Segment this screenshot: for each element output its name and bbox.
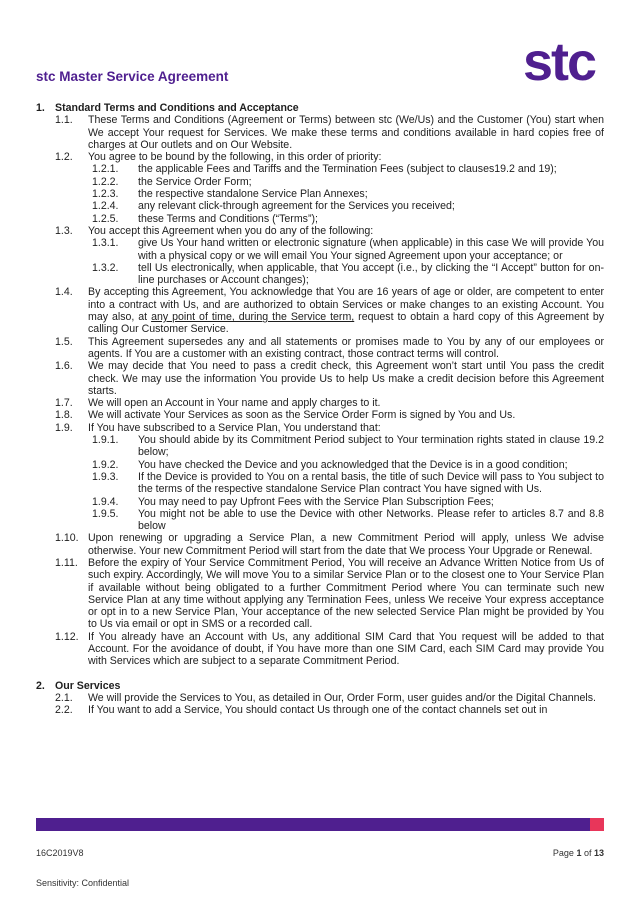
sub-clause-text: tell Us electronically, when applicable, that You accept (i.e., by clicking the “I Accept” button for on-line purchases or Account changes); bbox=[138, 261, 604, 287]
clause bbox=[36, 151, 604, 163]
sub-clause-number: 1.3.2. bbox=[92, 261, 119, 274]
sub-clause-text: You may need to pay Upfront Fees with the Service Plan Subscription Fees; bbox=[138, 495, 494, 508]
sub-clause-number: 1.9.2. bbox=[92, 458, 119, 471]
clause-text-part: request to obtain a hard copy of this Agreement by calling Our Customer Service. bbox=[88, 311, 605, 336]
sub-clause bbox=[36, 459, 604, 471]
clause-number: 1.10. bbox=[55, 532, 79, 545]
clause bbox=[36, 286, 604, 335]
section-title: Our Services bbox=[55, 679, 121, 692]
clause bbox=[36, 704, 604, 716]
sub-clause bbox=[36, 471, 604, 496]
page-current: 1 bbox=[576, 848, 582, 858]
sub-clause-text: the respective standalone Service Plan Annexes; bbox=[138, 188, 368, 201]
sub-clause bbox=[36, 188, 604, 200]
clause bbox=[36, 557, 604, 631]
sub-clause-text: give Us Your hand written or electronic signature (when applicable) in this case We will provide You with a physical copy or we will email You Your signed Agreement upon your acceptance; or bbox=[138, 237, 604, 262]
sub-clause bbox=[36, 176, 604, 188]
clause-text bbox=[88, 286, 604, 335]
sub-clause-text: any relevant click-through agreement for the Services you received; bbox=[138, 200, 455, 213]
clause-number: 1.9. bbox=[55, 421, 73, 434]
sub-clause-text: If the Device is provided to You on a rental basis, the title of such Device will pass to You subject to the terms of the respective standalone Service Plan contract You have signed with Us. bbox=[138, 470, 604, 496]
section-number: 1. bbox=[36, 102, 45, 114]
sub-clause-number: 1.3.1. bbox=[92, 237, 119, 250]
sub-clause-number: 1.2.4. bbox=[92, 200, 119, 213]
sub-clause-text: the applicable Fees and Tariffs and the Termination Fees (subject to clauses19.2 and 19); bbox=[138, 163, 557, 176]
sub-clause-text: You have checked the Device and you acknowledged that the Device is in a good condition; bbox=[138, 458, 568, 471]
page-prefix: Page bbox=[552, 848, 577, 858]
clause bbox=[36, 409, 604, 421]
clause-text: You accept this Agreement when you do any of the following: bbox=[88, 224, 374, 237]
clause-number: 1.5. bbox=[55, 335, 73, 348]
sub-clause bbox=[36, 163, 604, 175]
clause-text: We may decide that You need to pass a credit check, this Agreement won’t start until You pass the credit check. We may use the information You provide Us to help Us make a credit decision before this Agreement starts. bbox=[88, 360, 604, 397]
sub-clause-number: 1.9.1. bbox=[92, 434, 119, 447]
sub-clause bbox=[36, 262, 604, 287]
underlined-text: any point of time, during the Service term, bbox=[151, 311, 355, 324]
stc-logo-text: stc bbox=[522, 36, 596, 84]
clause-number: 1.11. bbox=[55, 556, 78, 569]
clause-number: 1.2. bbox=[55, 151, 73, 164]
sensitivity-label: Sensitivity: Confidential bbox=[36, 878, 130, 888]
clause-text: If You already have an Account with Us, any additional SIM Card that You request will be added to that Account. For the avoidance of doubt, if You have more than one SIM Card, each SIM Card may provide You with Services which are subject to a separate Commitment Period. bbox=[88, 630, 604, 668]
section-title: Standard Terms and Conditions and Acceptance bbox=[55, 102, 299, 114]
sub-clause bbox=[36, 213, 604, 225]
clause-number: 1.12. bbox=[55, 630, 79, 643]
page-number bbox=[553, 848, 604, 858]
clause bbox=[36, 532, 604, 557]
clause-number: 2.2. bbox=[55, 704, 73, 717]
clause-text: If You want to add a Service, You should contact Us through one of the contact channels set out in bbox=[88, 704, 548, 717]
sub-clause-number: 1.2.5. bbox=[92, 212, 119, 225]
sub-clause bbox=[36, 237, 604, 262]
clause-text: We will provide the Services to You, as detailed in Our, Order Form, user guides and/or the Digital Channels. bbox=[88, 691, 596, 704]
section-spacer bbox=[36, 668, 604, 680]
clause-number: 1.8. bbox=[55, 409, 73, 422]
sub-clause-number: 1.9.3. bbox=[92, 470, 119, 483]
sub-clause bbox=[36, 508, 604, 533]
page-of: of bbox=[581, 848, 594, 858]
clause-number: 1.4. bbox=[55, 286, 73, 299]
clause bbox=[36, 422, 604, 434]
sub-clause-text: You might not be able to use the Device with other Networks. Please refer to articles 8.7 and 8.8 below bbox=[138, 507, 604, 533]
sub-clause-text: these Terms and Conditions (“Terms”); bbox=[138, 212, 318, 225]
sub-clause-number: 1.2.2. bbox=[92, 175, 119, 188]
sub-clause-number: 1.9.5. bbox=[92, 507, 119, 520]
clause-text: You agree to be bound by the following, in this order of priority: bbox=[88, 151, 382, 164]
clause-number: 2.1. bbox=[55, 691, 73, 704]
clause-text: If You have subscribed to a Service Plan, You understand that: bbox=[88, 421, 381, 434]
clause bbox=[36, 631, 604, 668]
clause-text: Before the expiry of Your Service Commitment Period, You will receive an Advance Written Notice from Us of such expiry. Accordingly, We will move You to a similar Service Plan or to the closest one to Your Service Plan if available without being obligated to a further Commitment Period where You can terminate such new Service Plan at any time without applying any Termination Fees, unless We receive Your express acceptance or opt in to a new Service Plan, Your acceptance of the new selected Service Plan might be provided by You to Us via email or opt in SMS or a recorded call. bbox=[88, 556, 604, 631]
clause bbox=[36, 360, 604, 397]
clause-text: We will open an Account in Your name and apply charges to it. bbox=[88, 397, 381, 410]
section-heading bbox=[36, 680, 604, 692]
clause bbox=[36, 225, 604, 237]
clause bbox=[36, 336, 604, 361]
footer-bar-accent bbox=[590, 818, 604, 831]
sub-clause-number: 1.2.1. bbox=[92, 163, 119, 176]
sub-clause-number: 1.9.4. bbox=[92, 495, 119, 508]
sub-clause-text: You should abide by its Commitment Period subject to Your termination rights stated in clause 19.2 below; bbox=[138, 434, 604, 459]
sub-clause bbox=[36, 434, 604, 459]
clause-number: 1.3. bbox=[55, 224, 73, 237]
page-total: 13 bbox=[593, 848, 604, 858]
clause-text: Upon renewing or upgrading a Service Plan, a new Commitment Period will apply, unless We advise otherwise. Your new Commitment Period will start from the date that We process Your Upgrade or Renewal. bbox=[88, 532, 604, 557]
clause bbox=[36, 114, 604, 151]
agreement-body bbox=[36, 102, 604, 717]
stc-logo bbox=[512, 36, 606, 84]
clause-text: These Terms and Conditions (Agreement or Terms) between stc (We/Us) and the Customer (You) start when We accept Your request for Services. We make these terms and conditions available in hard copies free of charges at Our outlets and on Our Website. bbox=[88, 114, 604, 151]
clause bbox=[36, 397, 604, 409]
clause-text: This Agreement supersedes any and all statements or promises made to You by any of our employees or agents. If You are a customer with an existing contract, those contract terms will control. bbox=[88, 335, 604, 360]
clause bbox=[36, 692, 604, 704]
clause-number: 1.7. bbox=[55, 397, 73, 410]
document-code: 16C2019V8 bbox=[36, 848, 84, 858]
sub-clause-text: the Service Order Form; bbox=[138, 175, 252, 188]
document-title: stc Master Service Agreement bbox=[36, 69, 229, 84]
clause-number: 1.6. bbox=[55, 360, 73, 373]
clause-text: We will activate Your Services as soon as the Service Order Form is signed by You and Us. bbox=[88, 409, 516, 422]
clause-text-part: By accepting this Agreement, You acknowledge that You are 16 years of age or older, are competent to enter into a contract with Us, and are authorized to obtain Services or make changes to an existing Account. You may also, at bbox=[88, 286, 604, 324]
section-heading bbox=[36, 102, 604, 114]
footer-bar bbox=[36, 818, 590, 831]
sub-clause bbox=[36, 200, 604, 212]
section-number: 2. bbox=[36, 679, 45, 692]
sub-clause-number: 1.2.3. bbox=[92, 188, 119, 201]
clause-number: 1.1. bbox=[55, 114, 73, 127]
sub-clause bbox=[36, 496, 604, 508]
